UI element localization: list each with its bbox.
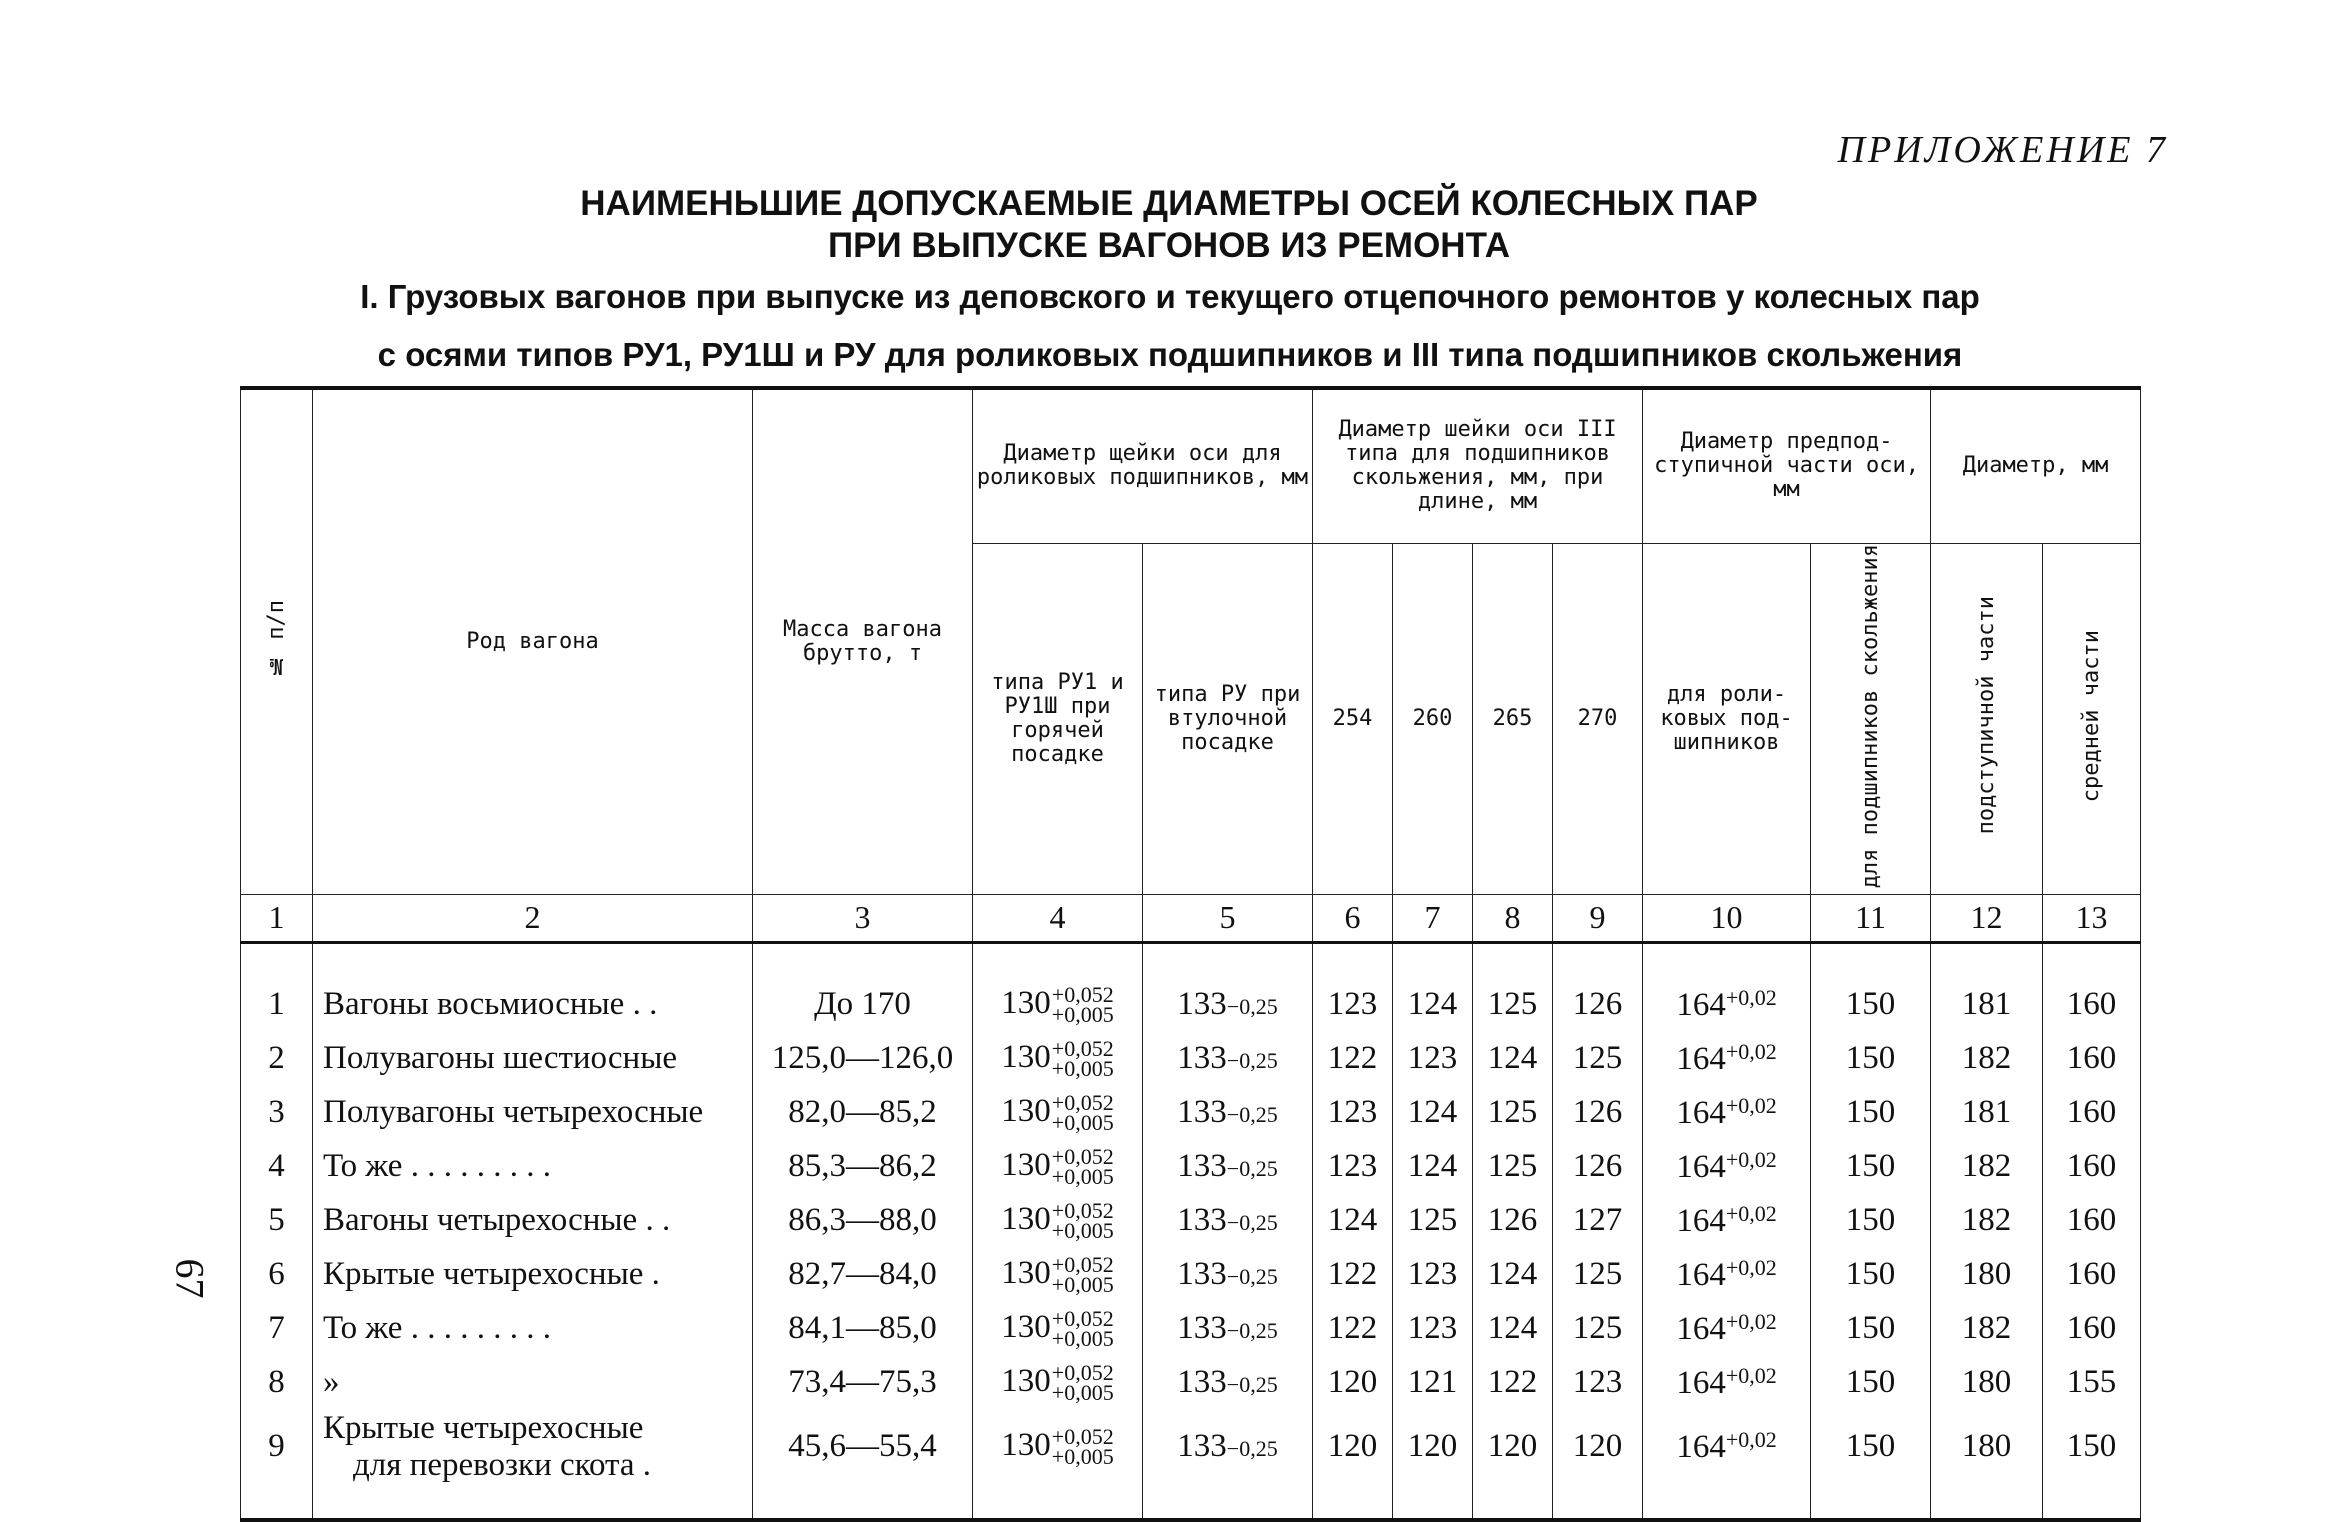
journal-ru-diameter bbox=[1143, 1086, 1313, 1140]
tolerance-lower: +0,005 bbox=[1051, 1444, 1114, 1470]
table-row bbox=[241, 1194, 2141, 1248]
slide-265: 124 bbox=[1473, 1032, 1553, 1086]
prehub-deviation: +0,02 bbox=[1725, 1093, 1777, 1119]
header-wagon-type: Род вагона bbox=[313, 388, 753, 894]
header-slide-journal: Диаметр шейки оси III типа для подшипников скольжения, мм, при длине, мм bbox=[1313, 388, 1643, 543]
gross-mass: 73,4—75,3 bbox=[753, 1356, 973, 1410]
diameter-middle: 160 bbox=[2043, 942, 2141, 1032]
journal-ru-diameter bbox=[1143, 942, 1313, 1032]
row-number: 4 bbox=[241, 1140, 313, 1194]
prehub-deviation: +0,02 bbox=[1725, 1363, 1777, 1389]
prehub-slide: 150 bbox=[1811, 1140, 1931, 1194]
row-number: 7 bbox=[241, 1302, 313, 1356]
tolerance-base: 133 bbox=[1177, 1364, 1227, 1401]
prehub-slide: 150 bbox=[1811, 942, 1931, 1032]
prehub-deviation: +0,02 bbox=[1725, 1427, 1777, 1453]
header-length-260: 260 bbox=[1393, 543, 1473, 894]
slide-270: 125 bbox=[1553, 1248, 1643, 1302]
header-roller-ru1: типа РУ1 и РУ1Ш при горячей посадке bbox=[973, 543, 1143, 894]
slide-265: 125 bbox=[1473, 1140, 1553, 1194]
prehub-roller bbox=[1643, 1140, 1811, 1194]
journal-ru1-diameter bbox=[973, 1356, 1143, 1410]
journal-ru1-diameter bbox=[973, 1248, 1143, 1302]
wagon-type: Полувагоны четырехосные bbox=[313, 1086, 753, 1140]
row-number: 5 bbox=[241, 1194, 313, 1248]
diameter-subhub: 182 bbox=[1931, 1194, 2043, 1248]
wagon-type: То же . . . . . . . . . bbox=[313, 1302, 753, 1356]
journal-ru-diameter bbox=[1143, 1410, 1313, 1520]
slide-270: 126 bbox=[1553, 942, 1643, 1032]
column-number: 8 bbox=[1473, 894, 1553, 942]
slide-270: 123 bbox=[1553, 1356, 1643, 1410]
tolerance-range bbox=[1051, 982, 1114, 1028]
tolerance-range bbox=[1051, 1090, 1114, 1136]
header-dia-subhub: подступичной части bbox=[1931, 543, 2043, 894]
gross-mass: До 170 bbox=[753, 942, 973, 1032]
prehub-deviation: +0,02 bbox=[1725, 1147, 1777, 1173]
prehub-base: 164 bbox=[1676, 1365, 1726, 1402]
column-number: 12 bbox=[1931, 894, 2043, 942]
column-number: 9 bbox=[1553, 894, 1643, 942]
column-number: 2 bbox=[313, 894, 753, 942]
slide-270: 126 bbox=[1553, 1140, 1643, 1194]
prehub-roller bbox=[1643, 1410, 1811, 1520]
column-number: 13 bbox=[2043, 894, 2141, 942]
tolerance-base: 130 bbox=[1001, 984, 1051, 1021]
tolerance-lower: +0,005 bbox=[1051, 1326, 1114, 1352]
table-row bbox=[241, 1302, 2141, 1356]
journal-ru-diameter bbox=[1143, 1194, 1313, 1248]
tolerance-base: 133 bbox=[1177, 986, 1227, 1023]
wagon-type: » bbox=[313, 1356, 753, 1410]
prehub-slide: 150 bbox=[1811, 1194, 1931, 1248]
diameter-subhub: 180 bbox=[1931, 1356, 2043, 1410]
diameter-middle: 160 bbox=[2043, 1194, 2141, 1248]
gross-mass: 45,6—55,4 bbox=[753, 1410, 973, 1520]
prehub-base: 164 bbox=[1676, 1203, 1726, 1240]
slide-265: 126 bbox=[1473, 1194, 1553, 1248]
row-number: 9 bbox=[241, 1410, 313, 1520]
slide-265: 124 bbox=[1473, 1248, 1553, 1302]
table-row bbox=[241, 1086, 2141, 1140]
table-row bbox=[241, 1140, 2141, 1194]
slide-265: 122 bbox=[1473, 1356, 1553, 1410]
wagon-type bbox=[313, 1410, 753, 1520]
tolerance-base: 133 bbox=[1177, 1040, 1227, 1077]
appendix-label: ПРИЛОЖЕНИЕ 7 bbox=[1837, 129, 2168, 171]
tolerance-base: 133 bbox=[1177, 1202, 1227, 1239]
slide-260: 121 bbox=[1393, 1356, 1473, 1410]
slide-254: 123 bbox=[1313, 942, 1393, 1032]
tolerance-range bbox=[1051, 1252, 1114, 1298]
prehub-deviation: +0,02 bbox=[1725, 1309, 1777, 1335]
tolerance-range bbox=[1051, 1306, 1114, 1352]
wagon-type: Полувагоны шестиосные bbox=[313, 1032, 753, 1086]
prehub-slide: 150 bbox=[1811, 1356, 1931, 1410]
slide-260: 125 bbox=[1393, 1194, 1473, 1248]
tolerance-lower: +0,005 bbox=[1051, 1002, 1114, 1028]
tolerance-lower: +0,005 bbox=[1051, 1218, 1114, 1244]
prehub-slide: 150 bbox=[1811, 1302, 1931, 1356]
prehub-roller bbox=[1643, 942, 1811, 1032]
journal-ru-diameter bbox=[1143, 1140, 1313, 1194]
journal-ru-diameter bbox=[1143, 1302, 1313, 1356]
column-number: 11 bbox=[1811, 894, 1931, 942]
slide-254: 124 bbox=[1313, 1194, 1393, 1248]
slide-260: 123 bbox=[1393, 1302, 1473, 1356]
wagon-type-line: Крытые четырехосные bbox=[323, 1409, 644, 1446]
slide-254: 123 bbox=[1313, 1086, 1393, 1140]
column-number: 5 bbox=[1143, 894, 1313, 942]
document-title bbox=[0, 183, 2338, 267]
tolerance-upper: +0,052 bbox=[1051, 1360, 1114, 1386]
tolerance-range bbox=[1051, 1198, 1114, 1244]
tolerance-upper: +0,052 bbox=[1051, 1198, 1114, 1224]
slide-265: 125 bbox=[1473, 942, 1553, 1032]
slide-260: 123 bbox=[1393, 1032, 1473, 1086]
header-prehub-slide: для подшипников скольжения bbox=[1811, 543, 1931, 894]
prehub-base: 164 bbox=[1676, 987, 1726, 1024]
tolerance-range bbox=[1051, 1424, 1114, 1470]
journal-ru1-diameter bbox=[973, 1140, 1143, 1194]
column-number-row bbox=[241, 894, 2141, 942]
table-row bbox=[241, 1410, 2141, 1520]
prehub-roller bbox=[1643, 1194, 1811, 1248]
tolerance-deviation: −0,25 bbox=[1226, 1102, 1278, 1128]
prehub-base: 164 bbox=[1676, 1257, 1726, 1294]
journal-ru1-diameter bbox=[973, 1086, 1143, 1140]
header-prehub: Диаметр предподступичной части оси, мм bbox=[1643, 388, 1931, 543]
tolerance-base: 130 bbox=[1001, 1362, 1051, 1399]
row-number: 3 bbox=[241, 1086, 313, 1140]
tolerance-deviation: −0,25 bbox=[1226, 1156, 1278, 1182]
tolerance-base: 130 bbox=[1001, 1308, 1051, 1345]
wagon-type: Крытые четырехосные . bbox=[313, 1248, 753, 1302]
tolerance-upper: +0,052 bbox=[1051, 1424, 1114, 1450]
diameter-middle: 160 bbox=[2043, 1248, 2141, 1302]
tolerance-deviation: −0,25 bbox=[1226, 1048, 1278, 1074]
tolerance-base: 133 bbox=[1177, 1428, 1227, 1465]
journal-ru1-diameter bbox=[973, 942, 1143, 1032]
diameter-middle: 155 bbox=[2043, 1356, 2141, 1410]
header-roller-journal: Диаметр щейки оси для роликовых подшипников, мм bbox=[973, 388, 1313, 543]
tolerance-deviation: −0,25 bbox=[1226, 1318, 1278, 1344]
tolerance-upper: +0,052 bbox=[1051, 1144, 1114, 1170]
diameter-subhub: 180 bbox=[1931, 1410, 2043, 1520]
tolerance-upper: +0,052 bbox=[1051, 982, 1114, 1008]
diameter-middle: 150 bbox=[2043, 1410, 2141, 1520]
tolerance-lower: +0,005 bbox=[1051, 1056, 1114, 1082]
tolerance-base: 130 bbox=[1001, 1038, 1051, 1075]
prehub-slide: 150 bbox=[1811, 1032, 1931, 1086]
column-number: 3 bbox=[753, 894, 973, 942]
slide-270: 125 bbox=[1553, 1302, 1643, 1356]
tolerance-base: 133 bbox=[1177, 1148, 1227, 1185]
section-heading-line-2: с осями типов РУ1, РУ1Ш и РУ для роликовых подшипников и III типа подшипников скольжения bbox=[377, 336, 1963, 373]
slide-260: 124 bbox=[1393, 1086, 1473, 1140]
diameter-subhub: 180 bbox=[1931, 1248, 2043, 1302]
header-diameter: Диаметр, мм bbox=[1931, 388, 2141, 543]
tolerance-upper: +0,052 bbox=[1051, 1252, 1114, 1278]
prehub-roller bbox=[1643, 1248, 1811, 1302]
gross-mass: 84,1—85,0 bbox=[753, 1302, 973, 1356]
wagon-type: Вагоны четырехосные . . bbox=[313, 1194, 753, 1248]
slide-254: 122 bbox=[1313, 1248, 1393, 1302]
prehub-roller bbox=[1643, 1356, 1811, 1410]
slide-254: 122 bbox=[1313, 1302, 1393, 1356]
table-row bbox=[241, 942, 2141, 1032]
row-number: 1 bbox=[241, 942, 313, 1032]
header-gross-mass: Масса вагона брутто, т bbox=[753, 388, 973, 894]
tolerance-deviation: −0,25 bbox=[1226, 994, 1278, 1020]
tolerance-base: 130 bbox=[1001, 1146, 1051, 1183]
table-row bbox=[241, 1356, 2141, 1410]
tolerance-deviation: −0,25 bbox=[1226, 1210, 1278, 1236]
diameter-subhub: 182 bbox=[1931, 1140, 2043, 1194]
header-dia-middle: средней части bbox=[2043, 543, 2141, 894]
table-body bbox=[241, 942, 2141, 1520]
tolerance-range bbox=[1051, 1360, 1114, 1406]
prehub-slide: 150 bbox=[1811, 1248, 1931, 1302]
prehub-deviation: +0,02 bbox=[1725, 985, 1777, 1011]
prehub-deviation: +0,02 bbox=[1725, 1255, 1777, 1281]
tolerance-base: 133 bbox=[1177, 1310, 1227, 1347]
header-prehub-roller: для роликовых подшипников bbox=[1643, 543, 1811, 894]
wagon-type-line: для перевозки скота . bbox=[353, 1446, 652, 1483]
tolerance-base: 130 bbox=[1001, 1200, 1051, 1237]
row-number: 6 bbox=[241, 1248, 313, 1302]
journal-ru-diameter bbox=[1143, 1356, 1313, 1410]
column-number: 7 bbox=[1393, 894, 1473, 942]
slide-270: 125 bbox=[1553, 1032, 1643, 1086]
prehub-roller bbox=[1643, 1302, 1811, 1356]
slide-270: 120 bbox=[1553, 1410, 1643, 1520]
header-length-265: 265 bbox=[1473, 543, 1553, 894]
tolerance-base: 130 bbox=[1001, 1092, 1051, 1129]
prehub-deviation: +0,02 bbox=[1725, 1201, 1777, 1227]
tolerance-deviation: −0,25 bbox=[1226, 1372, 1278, 1398]
slide-254: 122 bbox=[1313, 1032, 1393, 1086]
slide-254: 120 bbox=[1313, 1356, 1393, 1410]
slide-270: 126 bbox=[1553, 1086, 1643, 1140]
tolerance-base: 133 bbox=[1177, 1094, 1227, 1131]
title-line-2: ПРИ ВЫПУСКЕ ВАГОНОВ ИЗ РЕМОНТА bbox=[827, 226, 1511, 265]
diameter-middle: 160 bbox=[2043, 1032, 2141, 1086]
axle-diameter-table bbox=[240, 386, 2141, 1522]
journal-ru-diameter bbox=[1143, 1248, 1313, 1302]
row-number: 8 bbox=[241, 1356, 313, 1410]
gross-mass: 82,0—85,2 bbox=[753, 1086, 973, 1140]
gross-mass: 85,3—86,2 bbox=[753, 1140, 973, 1194]
page-number: 67 bbox=[167, 1258, 213, 1299]
diameter-subhub: 181 bbox=[1931, 1086, 2043, 1140]
column-number: 4 bbox=[973, 894, 1143, 942]
row-number: 2 bbox=[241, 1032, 313, 1086]
tolerance-base: 130 bbox=[1001, 1426, 1051, 1463]
diameter-subhub: 182 bbox=[1931, 1032, 2043, 1086]
diameter-middle: 160 bbox=[2043, 1140, 2141, 1194]
tolerance-lower: +0,005 bbox=[1051, 1380, 1114, 1406]
slide-260: 120 bbox=[1393, 1410, 1473, 1520]
prehub-base: 164 bbox=[1676, 1429, 1726, 1466]
prehub-base: 164 bbox=[1676, 1041, 1726, 1078]
header-length-270: 270 bbox=[1553, 543, 1643, 894]
journal-ru1-diameter bbox=[973, 1194, 1143, 1248]
slide-270: 127 bbox=[1553, 1194, 1643, 1248]
tolerance-deviation: −0,25 bbox=[1226, 1264, 1278, 1290]
journal-ru1-diameter bbox=[973, 1302, 1143, 1356]
wagon-type: То же . . . . . . . . . bbox=[313, 1140, 753, 1194]
title-line-1: НАИМЕНЬШИЕ ДОПУСКАЕМЫЕ ДИАМЕТРЫ ОСЕЙ КОЛЕСНЫХ ПАР bbox=[580, 184, 1758, 223]
slide-254: 123 bbox=[1313, 1140, 1393, 1194]
tolerance-deviation: −0,25 bbox=[1226, 1436, 1278, 1462]
diameter-subhub: 182 bbox=[1931, 1302, 2043, 1356]
tolerance-lower: +0,005 bbox=[1051, 1110, 1114, 1136]
prehub-base: 164 bbox=[1676, 1095, 1726, 1132]
prehub-deviation: +0,02 bbox=[1725, 1039, 1777, 1065]
journal-ru1-diameter bbox=[973, 1410, 1143, 1520]
column-number: 10 bbox=[1643, 894, 1811, 942]
journal-ru-diameter bbox=[1143, 1032, 1313, 1086]
tolerance-upper: +0,052 bbox=[1051, 1036, 1114, 1062]
tolerance-range bbox=[1051, 1036, 1114, 1082]
slide-260: 123 bbox=[1393, 1248, 1473, 1302]
slide-260: 124 bbox=[1393, 1140, 1473, 1194]
diameter-subhub: 181 bbox=[1931, 942, 2043, 1032]
wagon-type: Вагоны восьмиосные . . bbox=[313, 942, 753, 1032]
tolerance-lower: +0,005 bbox=[1051, 1164, 1114, 1190]
slide-265: 120 bbox=[1473, 1410, 1553, 1520]
header-length-254: 254 bbox=[1313, 543, 1393, 894]
tolerance-lower: +0,005 bbox=[1051, 1272, 1114, 1298]
tolerance-base: 130 bbox=[1001, 1254, 1051, 1291]
column-number: 1 bbox=[241, 894, 313, 942]
slide-254: 120 bbox=[1313, 1410, 1393, 1520]
header-roller-ru: типа РУ при втулочной посадке bbox=[1143, 543, 1313, 894]
column-number: 6 bbox=[1313, 894, 1393, 942]
gross-mass: 82,7—84,0 bbox=[753, 1248, 973, 1302]
prehub-roller bbox=[1643, 1032, 1811, 1086]
slide-265: 124 bbox=[1473, 1302, 1553, 1356]
tolerance-upper: +0,052 bbox=[1051, 1306, 1114, 1332]
slide-260: 124 bbox=[1393, 942, 1473, 1032]
journal-ru1-diameter bbox=[973, 1032, 1143, 1086]
section-heading-line-1: I. Грузовых вагонов при выпуске из деповского и текущего отцепочного ремонтов у колесных пар bbox=[360, 278, 1980, 315]
tolerance-range bbox=[1051, 1144, 1114, 1190]
prehub-slide: 150 bbox=[1811, 1086, 1931, 1140]
diameter-middle: 160 bbox=[2043, 1302, 2141, 1356]
prehub-roller bbox=[1643, 1086, 1811, 1140]
gross-mass: 86,3—88,0 bbox=[753, 1194, 973, 1248]
prehub-base: 164 bbox=[1676, 1149, 1726, 1186]
header-num: № п/п bbox=[241, 388, 313, 894]
gross-mass: 125,0—126,0 bbox=[753, 1032, 973, 1086]
slide-265: 125 bbox=[1473, 1086, 1553, 1140]
table-row bbox=[241, 1248, 2141, 1302]
tolerance-upper: +0,052 bbox=[1051, 1090, 1114, 1116]
prehub-base: 164 bbox=[1676, 1311, 1726, 1348]
prehub-slide: 150 bbox=[1811, 1410, 1931, 1520]
diameter-middle: 160 bbox=[2043, 1086, 2141, 1140]
table-row bbox=[241, 1032, 2141, 1086]
tolerance-base: 133 bbox=[1177, 1256, 1227, 1293]
